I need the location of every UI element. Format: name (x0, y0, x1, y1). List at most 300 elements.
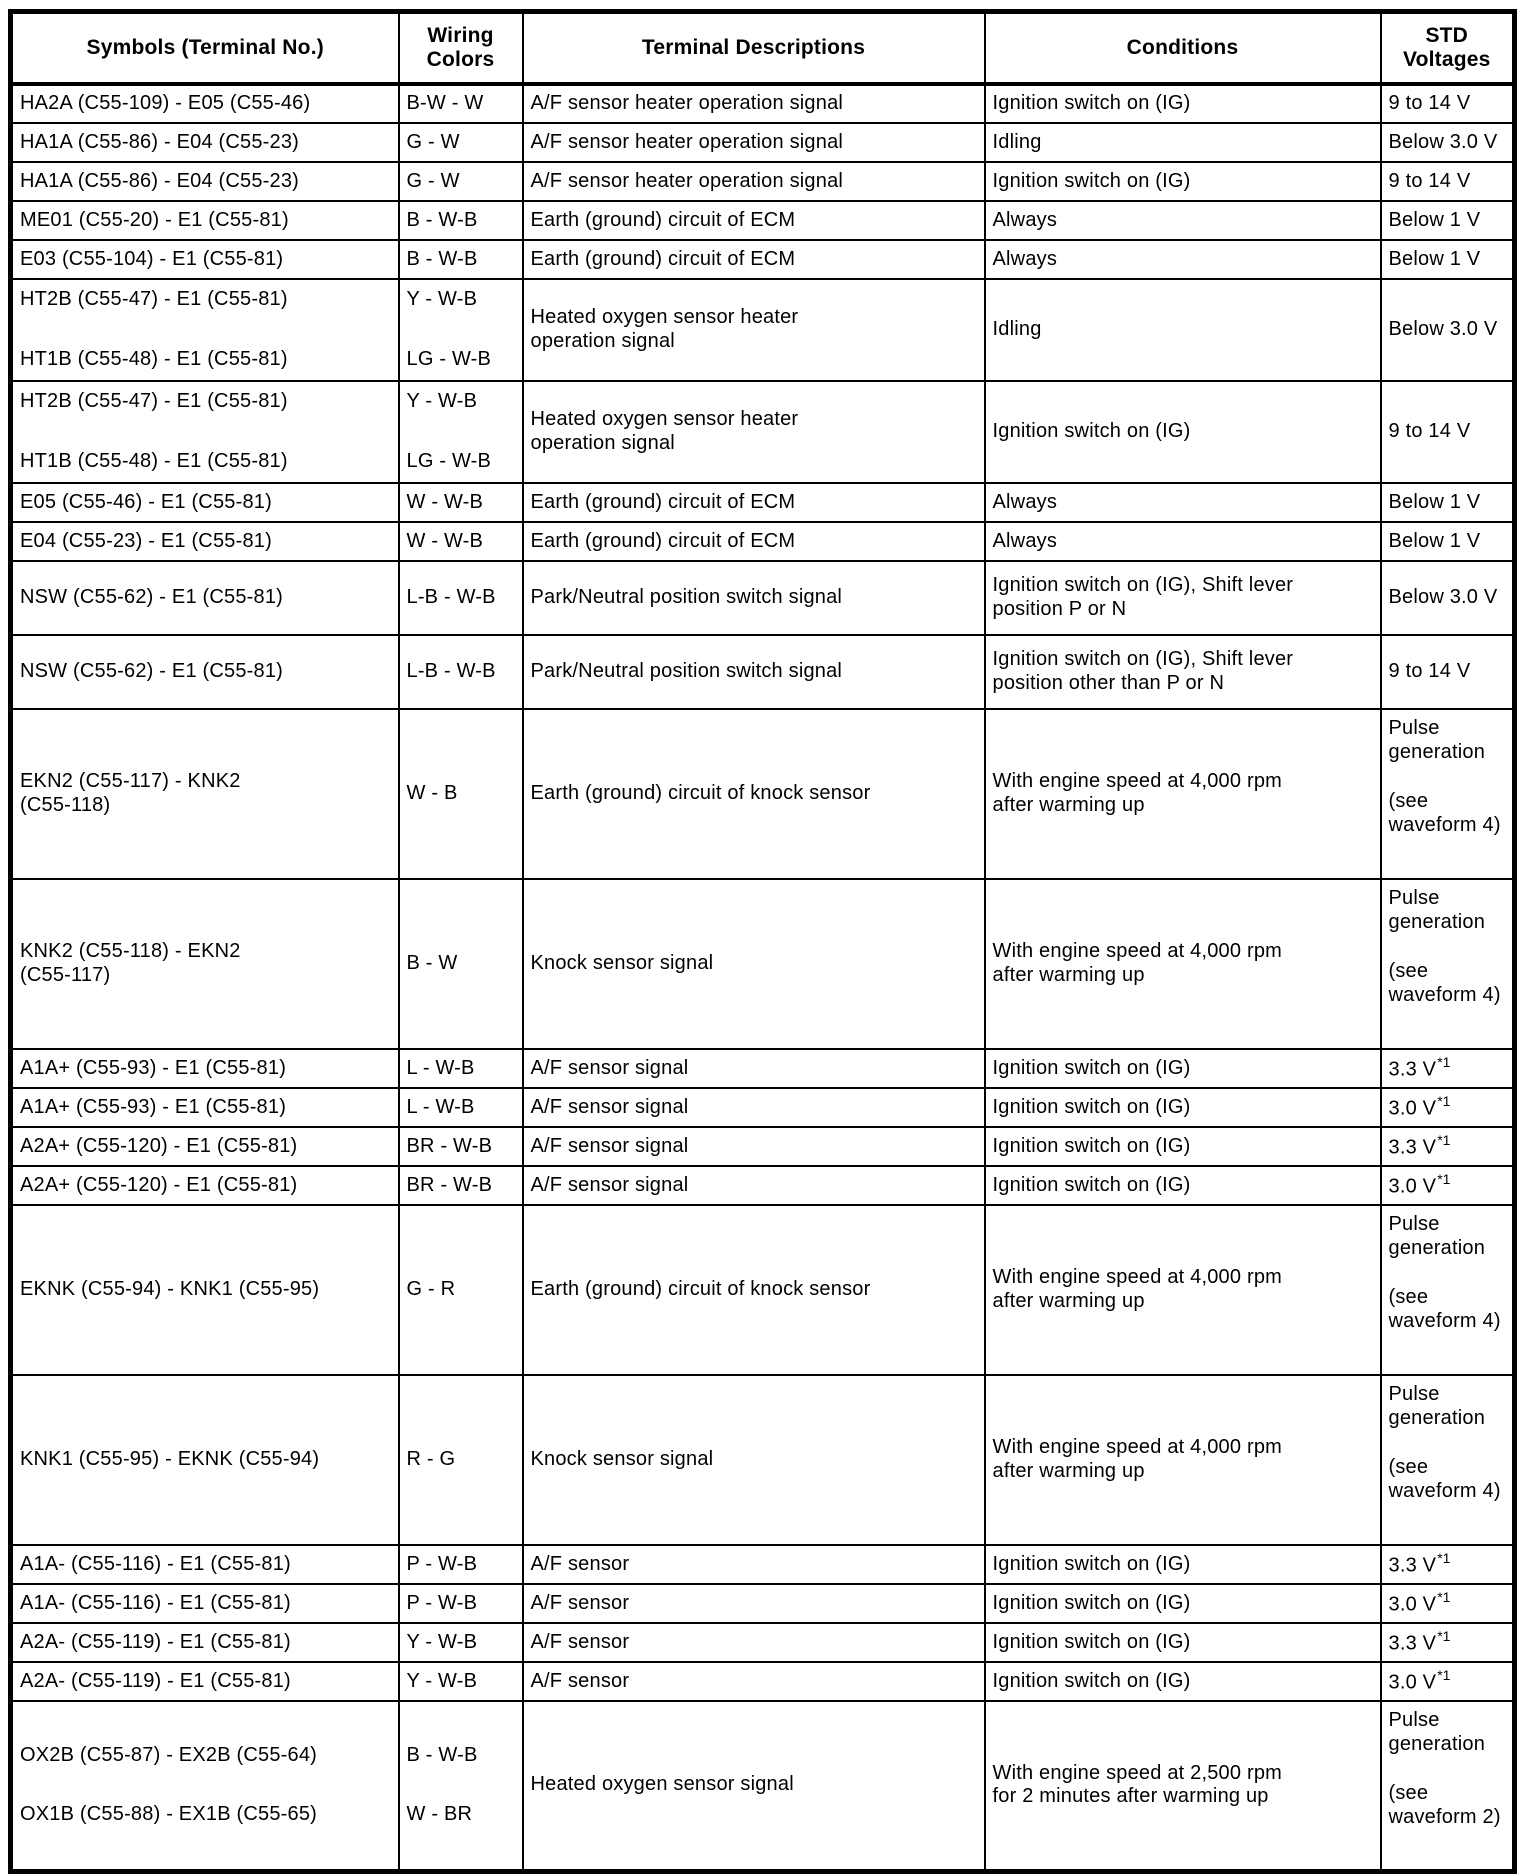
condition-cell-line: Ignition switch on (IG) (992, 1134, 1191, 1157)
description-cell-line: Heated oxygen sensor signal (530, 1773, 794, 1796)
condition-cell (985, 1584, 1381, 1623)
voltage-text (1389, 318, 1507, 342)
symbol-cell (11, 381, 399, 483)
voltage-text (1389, 887, 1507, 934)
wiring-color-cell-stack (407, 131, 516, 155)
wiring-color-cell (399, 240, 523, 279)
condition-cell (985, 162, 1381, 201)
condition-cell-stack (993, 420, 1374, 444)
symbol-cell (11, 84, 399, 123)
symbol-cell (11, 1049, 399, 1088)
wiring-color-cell (399, 279, 523, 381)
condition-cell-stack (993, 1174, 1374, 1198)
wiring-color-cell-stack (407, 1448, 516, 1472)
description-cell-line: Earth (ground) circuit of ECM (530, 529, 796, 552)
condition-cell-line: With engine speed at 2,500 rpm (992, 1761, 1283, 1784)
symbol-cell-line: A2A- (C55-119) - E1 (C55-81) (20, 1630, 291, 1653)
description-cell-line: Park/Neutral position switch signal (530, 586, 843, 609)
condition-cell-stack (993, 940, 1374, 987)
description-cell (523, 709, 985, 879)
condition-cell (985, 240, 1381, 279)
symbol-cell-line: E04 (C55-23) - E1 (C55-81) (20, 529, 272, 552)
condition-cell-line: Ignition switch on (IG), Shift lever (992, 648, 1294, 671)
description-cell-line: A/F sensor (530, 1591, 630, 1614)
voltage-value: 9 to 14 V (1388, 660, 1471, 683)
description-cell (523, 561, 985, 635)
voltage-value: 3.3 V (1388, 1058, 1437, 1081)
voltage-text (1389, 1782, 1507, 1829)
symbol-cell-stack (20, 1174, 392, 1198)
symbol-cell-line: HT1B (C55-48) - E1 (C55-81) (20, 348, 288, 370)
voltage-value: Below 1 V (1388, 208, 1481, 231)
description-cell (523, 84, 985, 123)
voltage-text (1389, 530, 1507, 554)
wiring-color-cell-line: L - W-B (406, 1095, 475, 1118)
table-row (11, 162, 1515, 201)
symbol-cell (11, 483, 399, 522)
voltage-footnote-marker: *1 (1437, 1666, 1451, 1683)
symbol-cell-line: NSW (C55-62) - E1 (C55-81) (20, 660, 284, 683)
symbol-cell (11, 1623, 399, 1662)
voltage-footnote-marker: *1 (1437, 1092, 1451, 1109)
symbol-cell-line: E03 (C55-104) - E1 (C55-81) (20, 247, 284, 270)
description-cell-stack (531, 1631, 978, 1655)
description-cell-stack (531, 952, 978, 976)
column-header-line: Terminal Descriptions (641, 35, 866, 59)
description-cell-line: A/F sensor signal (530, 1095, 689, 1118)
description-cell-stack (531, 1773, 978, 1797)
voltage-text (1389, 491, 1507, 515)
voltage-value: 9 to 14 V (1388, 420, 1471, 443)
description-cell-line: Knock sensor signal (530, 952, 714, 975)
voltage-cell (1381, 1623, 1515, 1662)
condition-cell-line: Always (992, 247, 1058, 270)
description-cell-stack (531, 248, 978, 272)
symbol-cell-line: (C55-117) (20, 964, 111, 986)
description-cell (523, 635, 985, 709)
wiring-color-cell-stack (407, 491, 516, 515)
symbol-cell-stack (20, 1278, 392, 1302)
voltage-cell (1381, 1127, 1515, 1166)
wiring-color-cell-stack (407, 170, 516, 194)
symbol-cell-stack (20, 1135, 392, 1159)
condition-cell-line: after warming up (992, 964, 1145, 986)
description-cell-stack (531, 491, 978, 515)
symbol-cell-line: EKNK (C55-94) - KNK1 (C55-95) (20, 1278, 320, 1301)
description-cell (523, 1205, 985, 1375)
symbol-cell-stack (20, 1057, 392, 1081)
table-header (11, 12, 1515, 85)
wiring-color-cell-line: LG - W-B (406, 348, 492, 370)
wiring-color-cell (399, 483, 523, 522)
condition-cell-stack (993, 1135, 1374, 1159)
wiring-color-cell-stack (407, 1278, 516, 1302)
voltage-text (1389, 790, 1507, 837)
condition-cell-stack (993, 1631, 1374, 1655)
symbol-cell (11, 635, 399, 709)
table-row (11, 1701, 1515, 1871)
condition-cell-stack (993, 170, 1374, 194)
table-row (11, 1205, 1515, 1375)
table-row (11, 1375, 1515, 1545)
description-cell-line: A/F sensor heater operation signal (530, 169, 844, 192)
symbol-cell-line: E05 (C55-46) - E1 (C55-81) (20, 490, 272, 513)
voltage-cell (1381, 1701, 1515, 1871)
condition-cell-line: position P or N (992, 598, 1127, 620)
terminal-voltage-table (8, 9, 1517, 1874)
description-cell (523, 1545, 985, 1584)
wiring-color-cell-line: P - W-B (406, 1552, 478, 1575)
condition-cell-stack (993, 131, 1374, 155)
symbol-cell-line: HA1A (C55-86) - E04 (C55-23) (20, 169, 300, 192)
voltage-cell (1381, 240, 1515, 279)
wiring-color-cell-stack (407, 92, 516, 116)
condition-cell-stack (993, 770, 1374, 817)
wiring-color-cell (399, 1049, 523, 1088)
description-cell (523, 1701, 985, 1871)
voltage-cell (1381, 1088, 1515, 1127)
symbol-cell-stack (20, 390, 392, 473)
description-cell (523, 279, 985, 381)
voltage-value: (see waveform 4) (1388, 1456, 1501, 1502)
condition-cell (985, 483, 1381, 522)
condition-cell-line: Always (992, 208, 1058, 231)
voltage-text (1389, 1133, 1507, 1160)
symbol-cell (11, 709, 399, 879)
voltage-text (1389, 1055, 1507, 1082)
condition-cell-line: for 2 minutes after warming up (992, 1785, 1269, 1808)
symbol-cell-line: A2A+ (C55-120) - E1 (C55-81) (20, 1173, 298, 1196)
description-cell-line: A/F sensor signal (530, 1173, 689, 1196)
description-cell (523, 1584, 985, 1623)
description-cell (523, 162, 985, 201)
wiring-color-cell-stack (407, 660, 516, 684)
wiring-color-cell-stack (407, 288, 516, 371)
voltage-value: Below 1 V (1388, 490, 1481, 513)
wiring-color-cell (399, 1623, 523, 1662)
wiring-color-cell (399, 381, 523, 483)
description-cell (523, 1049, 985, 1088)
description-cell-line: A/F sensor (530, 1552, 630, 1575)
voltage-value: 3.0 V (1388, 1097, 1437, 1120)
voltage-text (1389, 170, 1507, 194)
wiring-color-cell-line: L - W-B (406, 1056, 475, 1079)
condition-cell-stack (993, 1762, 1374, 1809)
symbol-cell-stack (20, 1670, 392, 1694)
description-cell-line: A/F sensor (530, 1669, 630, 1692)
condition-cell-line: after warming up (992, 1460, 1145, 1482)
wiring-color-cell-line: G - W (406, 169, 460, 192)
condition-cell (985, 1127, 1381, 1166)
column-header-wiring-colors (399, 12, 523, 85)
condition-cell (985, 1088, 1381, 1127)
description-cell-stack (531, 530, 978, 554)
voltage-text (1389, 1668, 1507, 1695)
description-cell (523, 381, 985, 483)
symbol-cell-line: A1A+ (C55-93) - E1 (C55-81) (20, 1056, 287, 1079)
header-row (11, 12, 1515, 85)
description-cell-line: A/F sensor heater operation signal (530, 130, 844, 153)
symbol-cell-line: EKN2 (C55-117) - KNK2 (20, 770, 241, 793)
voltage-text (1389, 420, 1507, 444)
symbol-cell-line: HT2B (C55-47) - E1 (C55-81) (20, 288, 288, 311)
condition-cell-stack (993, 1436, 1374, 1483)
condition-cell-stack (993, 92, 1374, 116)
condition-cell (985, 1205, 1381, 1375)
symbol-cell-line: HT1B (C55-48) - E1 (C55-81) (20, 450, 288, 472)
symbol-cell-line: OX2B (C55-87) - EX2B (C55-64) (20, 1743, 318, 1766)
voltage-cell (1381, 1049, 1515, 1088)
voltage-cell (1381, 123, 1515, 162)
table-row (11, 635, 1515, 709)
voltage-value: Below 3.0 V (1388, 130, 1498, 153)
wiring-color-cell-line: BR - W-B (406, 1134, 493, 1157)
voltage-value: 3.0 V (1388, 1175, 1437, 1198)
voltage-text (1389, 1094, 1507, 1121)
table-row (11, 123, 1515, 162)
symbol-cell (11, 201, 399, 240)
wiring-color-cell-stack (407, 530, 516, 554)
condition-cell (985, 561, 1381, 635)
description-cell-line: operation signal (530, 432, 675, 454)
description-cell-stack (531, 170, 978, 194)
condition-cell-stack (993, 1096, 1374, 1120)
wiring-color-cell-stack (407, 1174, 516, 1198)
wiring-color-cell (399, 1662, 523, 1701)
description-cell-stack (531, 408, 978, 455)
symbol-cell-stack (20, 288, 392, 371)
symbol-cell-stack (20, 131, 392, 155)
symbol-cell-line: A2A+ (C55-120) - E1 (C55-81) (20, 1134, 298, 1157)
wiring-color-cell-line: Y - W-B (406, 288, 478, 311)
description-cell (523, 1623, 985, 1662)
description-cell (523, 1088, 985, 1127)
wiring-color-cell (399, 162, 523, 201)
voltage-value: 9 to 14 V (1388, 92, 1471, 115)
condition-cell-line: Ignition switch on (IG) (992, 1056, 1191, 1079)
condition-cell-line: Ignition switch on (IG) (992, 1173, 1191, 1196)
wiring-color-cell-line: L-B - W-B (406, 660, 496, 683)
wiring-color-cell (399, 522, 523, 561)
voltage-value: Below 1 V (1388, 247, 1481, 270)
symbol-cell-stack (20, 1592, 392, 1616)
voltage-value: Pulse generation (1388, 1213, 1486, 1259)
wiring-color-cell-line: W - W-B (406, 490, 484, 513)
description-cell-line: Earth (ground) circuit of ECM (530, 247, 796, 270)
condition-cell (985, 1049, 1381, 1088)
voltage-cell (1381, 1375, 1515, 1545)
condition-cell-line: after warming up (992, 1290, 1145, 1312)
description-cell (523, 1662, 985, 1701)
voltage-text (1389, 248, 1507, 272)
description-cell-line: Earth (ground) circuit of knock sensor (530, 782, 871, 805)
description-cell-stack (531, 306, 978, 353)
table-row (11, 709, 1515, 879)
voltage-text (1389, 1286, 1507, 1333)
column-header-conditions (985, 12, 1381, 85)
table-row (11, 201, 1515, 240)
symbol-cell-line: ME01 (C55-20) - E1 (C55-81) (20, 208, 289, 231)
wiring-color-cell-stack (407, 1670, 516, 1694)
description-cell-line: Earth (ground) circuit of ECM (530, 208, 796, 231)
wiring-color-cell-stack (407, 248, 516, 272)
symbol-cell-stack (20, 170, 392, 194)
symbol-cell (11, 1088, 399, 1127)
description-cell (523, 483, 985, 522)
wiring-color-cell (399, 879, 523, 1049)
wiring-color-cell-stack (407, 1744, 516, 1827)
wiring-color-cell-stack (407, 782, 516, 806)
column-header-line: Symbols (Terminal No.) (86, 35, 324, 59)
description-cell (523, 123, 985, 162)
wiring-color-cell (399, 1127, 523, 1166)
table-row (11, 1623, 1515, 1662)
description-cell-stack (531, 1057, 978, 1081)
condition-cell-stack (993, 530, 1374, 554)
condition-cell-stack (993, 209, 1374, 233)
description-cell-stack (531, 209, 978, 233)
voltage-text (1389, 131, 1507, 155)
wiring-color-cell-line: R - G (406, 1448, 456, 1471)
table-row (11, 879, 1515, 1049)
condition-cell-line: Always (992, 490, 1058, 513)
description-cell-stack (531, 1670, 978, 1694)
condition-cell (985, 879, 1381, 1049)
symbol-cell-stack (20, 491, 392, 515)
description-cell-stack (531, 1592, 978, 1616)
symbol-cell (11, 123, 399, 162)
wiring-color-cell-stack (407, 1553, 516, 1577)
condition-cell-line: With engine speed at 4,000 rpm (992, 1436, 1283, 1459)
condition-cell (985, 522, 1381, 561)
symbol-cell (11, 279, 399, 381)
symbol-cell-stack (20, 770, 392, 817)
column-header-line: Colors (426, 48, 495, 71)
condition-cell (985, 1545, 1381, 1584)
condition-cell-line: With engine speed at 4,000 rpm (992, 940, 1283, 963)
description-cell-stack (531, 1448, 978, 1472)
condition-cell-stack (993, 318, 1374, 342)
condition-cell-stack (993, 491, 1374, 515)
symbol-cell-line: A2A- (C55-119) - E1 (C55-81) (20, 1669, 291, 1692)
voltage-value: Pulse generation (1388, 887, 1486, 933)
table-row (11, 279, 1515, 381)
voltage-text (1389, 660, 1507, 684)
condition-cell (985, 1375, 1381, 1545)
wiring-color-cell-stack (407, 952, 516, 976)
condition-cell-line: Ignition switch on (IG) (992, 1552, 1191, 1575)
description-cell-stack (531, 1553, 978, 1577)
voltage-footnote-marker: *1 (1437, 1131, 1451, 1148)
wiring-color-cell-line: W - BR (406, 1803, 473, 1826)
voltage-text (1389, 1383, 1507, 1430)
description-cell (523, 522, 985, 561)
description-cell (523, 201, 985, 240)
wiring-color-cell (399, 1545, 523, 1584)
wiring-color-cell (399, 709, 523, 879)
description-cell-line: Heated oxygen sensor heater (530, 306, 799, 329)
wiring-color-cell-line: LG - W-B (406, 450, 492, 472)
table-row (11, 561, 1515, 635)
voltage-value: (see waveform 4) (1388, 960, 1501, 1006)
condition-cell-line: Ignition switch on (IG) (992, 1630, 1191, 1653)
condition-cell-stack (993, 648, 1374, 695)
condition-cell (985, 1701, 1381, 1871)
voltage-value: Pulse generation (1388, 1383, 1486, 1429)
column-header-line: STD (1425, 23, 1469, 47)
condition-cell-line: after warming up (992, 794, 1145, 816)
description-cell-stack (531, 1174, 978, 1198)
condition-cell-line: With engine speed at 4,000 rpm (992, 770, 1283, 793)
symbol-cell-line: HA1A (C55-86) - E04 (C55-23) (20, 130, 300, 153)
condition-cell-line: With engine speed at 4,000 rpm (992, 1266, 1283, 1289)
symbol-cell-stack (20, 586, 392, 610)
wiring-color-cell (399, 1375, 523, 1545)
voltage-value: 3.3 V (1388, 1136, 1437, 1159)
symbol-cell (11, 1584, 399, 1623)
wiring-color-cell (399, 1701, 523, 1871)
table-row (11, 1662, 1515, 1701)
voltage-text (1389, 1590, 1507, 1617)
wiring-color-cell-stack (407, 1057, 516, 1081)
condition-cell-line: Ignition switch on (IG) (992, 1669, 1191, 1692)
wiring-color-cell-stack (407, 390, 516, 473)
table-row (11, 84, 1515, 123)
condition-cell (985, 709, 1381, 879)
condition-cell-stack (993, 248, 1374, 272)
column-header-symbols (11, 12, 399, 85)
symbol-cell (11, 240, 399, 279)
description-cell-stack (531, 1135, 978, 1159)
wiring-color-cell-line: Y - W-B (406, 1669, 478, 1692)
voltage-text (1389, 1456, 1507, 1503)
table-row (11, 522, 1515, 561)
voltage-value: (see waveform 2) (1388, 1782, 1501, 1828)
description-cell-line: Earth (ground) circuit of knock sensor (530, 1278, 871, 1301)
description-cell-stack (531, 1096, 978, 1120)
description-cell-line: Knock sensor signal (530, 1448, 714, 1471)
description-cell-stack (531, 131, 978, 155)
wiring-color-cell (399, 1205, 523, 1375)
symbol-cell (11, 1545, 399, 1584)
symbol-cell-stack (20, 940, 392, 987)
wiring-color-cell (399, 123, 523, 162)
condition-cell-line: Ignition switch on (IG) (992, 169, 1191, 192)
voltage-cell (1381, 1584, 1515, 1623)
voltage-value: 9 to 14 V (1388, 169, 1471, 192)
voltage-cell (1381, 1662, 1515, 1701)
wiring-color-cell (399, 561, 523, 635)
wiring-color-cell-stack (407, 1096, 516, 1120)
symbol-cell-line: (C55-118) (20, 794, 111, 816)
wiring-color-cell-line: L-B - W-B (406, 586, 496, 609)
condition-cell-line: Ignition switch on (IG) (992, 1591, 1191, 1614)
wiring-color-cell-stack (407, 1135, 516, 1159)
description-cell-line: A/F sensor heater operation signal (530, 92, 844, 115)
wiring-color-cell-line: B - W-B (406, 247, 478, 270)
table-row (11, 1049, 1515, 1088)
wiring-color-cell-line: B - W-B (406, 1743, 478, 1766)
condition-cell (985, 1662, 1381, 1701)
description-cell-line: A/F sensor (530, 1630, 630, 1653)
voltage-cell (1381, 1166, 1515, 1205)
voltage-cell (1381, 1545, 1515, 1584)
voltage-footnote-marker: *1 (1437, 1170, 1451, 1187)
wiring-color-cell (399, 1584, 523, 1623)
symbol-cell-line: A1A- (C55-116) - E1 (C55-81) (20, 1552, 291, 1575)
symbol-cell-stack (20, 660, 392, 684)
voltage-footnote-marker: *1 (1437, 1549, 1451, 1566)
